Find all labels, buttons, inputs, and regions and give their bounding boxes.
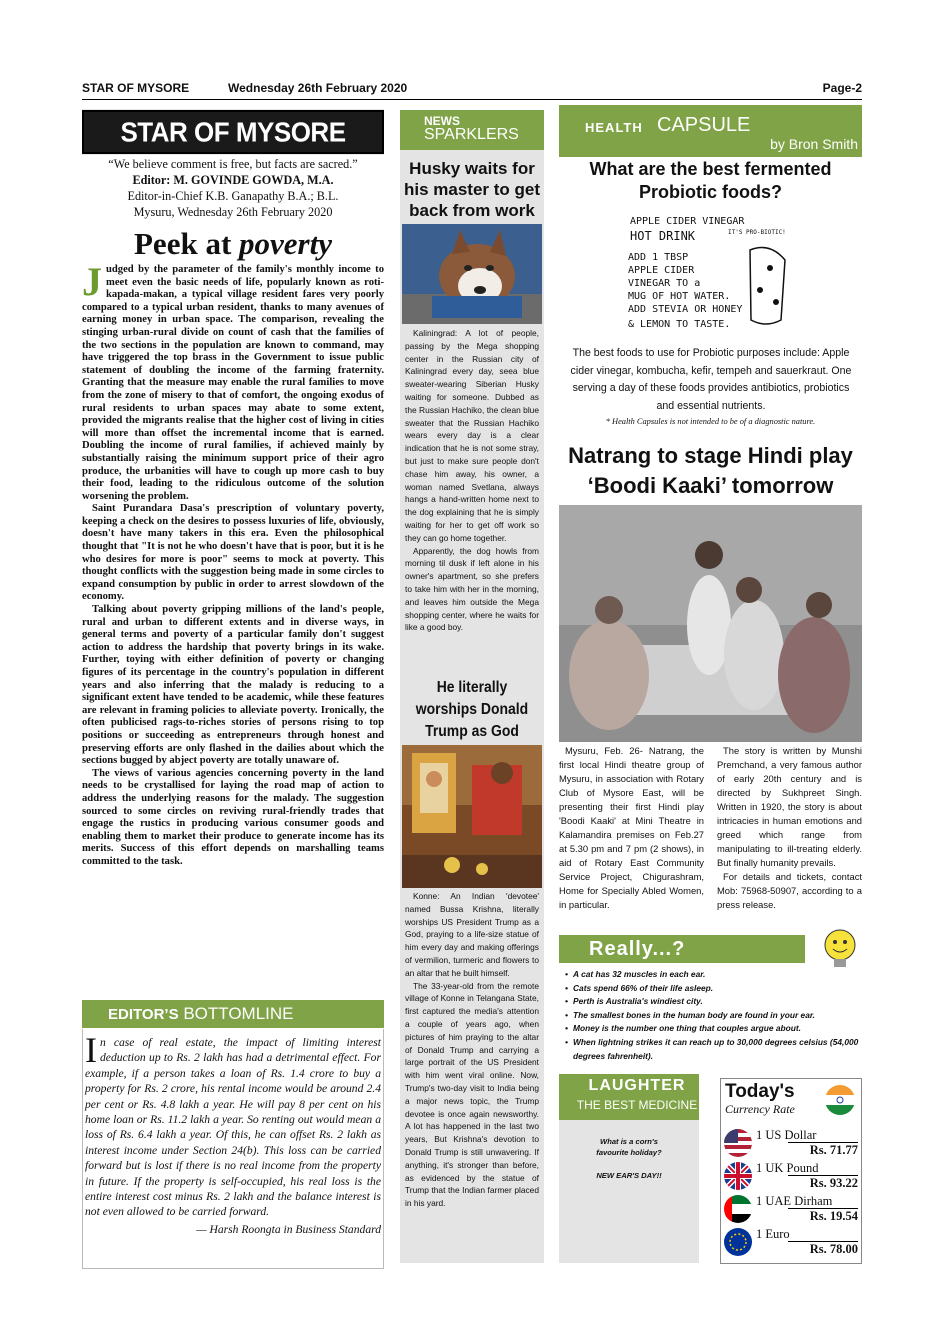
bottomline-dropcap: I [85,1030,97,1070]
editorial-p1: udged by the parameter of the family's monthly income to meet even the basic needs of life, popularly known as roti-kapada-makan, a typical village resident fares very poorly compared to a typical urban resident, thanks to many avenues of earning money in urban space. The comparison, revealing the stinging urban-rural divide on count of cash that the families of the two sections in the population are known to command, may have triggered the top brass in the Government to issue public statement of doubling the income of the farming fraternity. Granting that the measure may enable the rural families to move from the zone of misery to that of comfort, the ongoing exodus of rural residents to urban spaces may abate to some extent, provided the migrants realise that the higher cost of living in cities will more than offset the incremental income that is earned. Doubling the income of rural families, if achieved mainly by substantially raising the minimum support price of their agro produce, the urbanities will have to cough up more cash to buy their food, leading to the ridiculous outcome of the solution worsening the problem. [82,264,384,502]
natrang-col-2a: The story is written by Munshi Premchand, a very famous author of early 20th century and is directed by Sukhpreet Singh. Written in 1920, the story is about intricacies in human emotions and greed which range from manipulating to ill-treating elderly. But finally humanity prevails. [717,745,862,868]
header-paper: STAR OF MYSORE [82,81,190,95]
bottomline-text: n case of real estate, the impact of limiting interest deduction up to Rs. 2 lakh has had a detrimental effect. For example, if a person takes a loan of Rs. 1.4 crore to buy a property for Rs. 2 crore, his rental income would be around 2.4 per cent or Rs. 4.8 lakh a year. He will pay 8 per cent on his home loan or Rs. 11.2 lakh a year. So renting out would mean a loss of Rs. 6.4 lakh a year. Of this, he can offset Rs. 2 lakh as interest income under Section 24(b). This loss can be carried forward but is lost if there is no real income from the property in future. If the property is self-occupied, his real loss is the entire interest cost minus Rs. 2 lakh and the balance interest is not even allowed to be carried forward. [85,1036,381,1219]
health-label-b: CAPSULE [657,114,751,136]
laughter-box [559,1120,699,1263]
currency-row-gbp [724,1160,860,1193]
editorial-title [82,226,384,262]
fact-item: • Money is the number one thing that couples argue about. [565,1022,862,1036]
health-bar [559,105,862,157]
currency-name: 1 UK Pound [756,1161,819,1175]
bottomline-label-a: EDITOR’S [108,1006,179,1023]
laughter-label-a: LAUGHTER [588,1077,686,1094]
sparklers-bar [400,110,544,150]
really-bar: Really...? [559,935,805,963]
natrang-col-1: Mysuru, Feb. 26- Natrang, the first local Hindi theatre group of Mysuru, in association with Rotary Club of Mysore East, will be presenting their first Hindi play 'Boodi Kaaki' at Mini Theatre in Kalamandira premises on Feb.27 at 5.30 pm and 7 pm (2 shows), in aid of Rotary East Community Service Project, Chigurashram, Home for Specially Abled Women, in particular. [559,745,704,910]
title-part-a: Peek at [134,226,240,261]
lightbulb-smiley-icon [818,927,864,971]
sketch-bubble: IT'S PRO-BIOTIC! [728,229,786,236]
currency-row-usd [724,1127,860,1160]
bottomline-bar [82,1000,384,1028]
joke-question: What is a corn's favourite holiday? [596,1137,662,1157]
husky-photo [402,224,542,324]
fact-item: • Perth is Australia's windiest city. [565,995,862,1009]
us-flag-icon [724,1129,752,1157]
masthead-title: STAR OF MYSORE [82,110,384,154]
motto: “We believe comment is free, but facts are sacred.” [108,157,358,171]
currency-name: 1 US Dollar [756,1128,817,1142]
trump-p1: Konne: An Indian 'devotee' named Bussa Krishna, literally worships US President Trump as a God, praying to a life-size statue of him every day and making offerings of vermilion, turmeric and flowers to an altar that he built himself. [405,891,539,978]
really-facts [565,968,862,1063]
editorial-p2: Saint Purandara Dasa's prescription of voluntary poverty, keeping a check on the desires to possess luxuries of life, obviously, doesn't have many takers in this era. Even the philosophical thought that "It is not he who doesn't have that is poor, but it is he who desires for more is poor" seems to mock at poverty. This thought conflicts with the suggestion being made in some circles to expand consumption by public in order to arrest slowdown of the economy. [82,503,384,603]
india-flag-icon [825,1085,855,1115]
bottomline-box [82,1029,384,1269]
sketch-line-8: & LEMON TO TASTE. [628,319,731,330]
health-label-a: HEALTH [585,120,643,135]
sketch-line-4: APPLE CIDER [628,265,695,276]
title-part-b: poverty [239,226,332,261]
sketch-line-2: HOT DRINK [630,229,696,243]
fact-item: • The smallest bones in the human body are found in your ear. [565,1009,862,1023]
chief-line: Editor-in-Chief K.B. Ganapathy B.A.; B.L. [127,189,339,203]
currency-name: 1 Euro [756,1227,790,1241]
natrang-col-2b: For details and tickets, contact Mob: 75968-50907, according to a press release. [717,871,862,910]
husky-story [400,327,544,634]
uae-flag-icon [724,1195,752,1223]
sketch-line-7: ADD STEVIA OR HONEY [628,304,743,315]
currency-value: Rs. 78.00 [788,1241,858,1257]
husky-p2: Apparently, the dog howls from morning til dusk if left alone in his owner's apartment, so she prefers to take him with her in the morning, and leaves him outside the Mega shopping center, where he waits for like a good boy. [405,545,539,633]
health-question: What are the best fermented Probiotic foods? [589,159,832,202]
currency-row-aed [724,1193,860,1226]
currency-title: Today's [725,1081,795,1102]
currency-name: 1 UAE Dirham [756,1194,833,1208]
sketch-line-1: APPLE CIDER VINEGAR [630,216,745,227]
masthead-info [82,156,384,220]
husky-p1: Kaliningrad: A lot of people, passing by the Mega shopping center in the Russian city of Kaliningrad every day, seea blue sweater-wearing Siberian Husky waiting for someone. Dubbed as the Russian Hachiko, the clean blue sweater that the Russian Hachiko wears every day is a clear indication that he is not some stray, but just to make sure people don't chase him away, his owner, a woman named Svetlana, always hangs a hand-written home next to the dog explaining that he is simply waiting for her to get off work so they can go home together. [405,328,539,543]
husky-headline: Husky waits for his master to get back from work [403,159,541,220]
sparklers-label-b: SPARKLERS [424,126,519,143]
laughter-label-b: THE BEST MEDICINE [576,1098,698,1112]
currency-box [720,1078,862,1264]
natrang-headline: Natrang to stage Hindi play ‘Boodi Kaaki’ tomorrow [568,443,853,498]
currency-value: Rs. 71.77 [788,1142,858,1158]
page-header [82,78,862,100]
uk-flag-icon [724,1162,752,1190]
editor-line: Editor: M. GOVINDE GOWDA, M.A. [132,173,334,187]
eu-flag-icon [724,1228,752,1256]
currency-row-eur [724,1226,860,1259]
laughter-bar [559,1074,699,1120]
trump-story [400,890,544,1210]
health-byline: by Bron Smith [770,136,858,152]
dateline: Mysuru, Wednesday 26th February 2020 [133,205,333,219]
dropcap: J [82,259,102,304]
editorial-p3: Talking about poverty gripping millions of the land's people, rural and urban to different extents and in diverse ways, in general terms and poverty of a particular family don't suggest action to address the hardship that poverty brings in its wake. Further, toying with either definition of poverty or changing figures of its percentage in the country's population in different years and also inferring that the malady is reducing to a significant extent have tended to be academic, while these features are relevant in framing policies to alleviate poverty. Ironically, the often publicised rags-to-riches stories of persons rising to top positions or succeeding as entrepreneurs through honest and preserving efforts are only flashed in the dailies about which the sections bugged by abject poverty are totally unaware of. [82,604,384,767]
header-date: Wednesday 26th February 2020 [228,81,408,95]
editorial-p4: The views of various agencies concerning poverty in the land needs to be crystallised for laying the road map of action to address the underlying reasons for the malady. The suggestion sourced to some circles on reviving rural-friendly trades that engage the rustics in producing various consumer goods and enabling them to market their produce to generate income has its merits. Success of this effort depends on marshalling teams committed to the task. [82,767,384,867]
editorial-body [82,259,384,869]
vinegar-sketch [620,210,800,338]
trump-headline: He literally worships Donald Trump as God [415,679,529,740]
header-page: Page-2 [822,81,862,95]
sketch-line-6: MUG OF HOT WATER. [628,291,731,302]
health-note: * Health Capsules is not intended to be of a diagnostic nature. [605,417,816,426]
trump-p2: The 33-year-old from the remote village of Konne in Telangana State, first captured the media's attention a couple of years ago, when pictures of him praying to the altar of Donald Trump and carrying a large portrait of the US President with him went viral online. Now, Trump's two-day visit to India being a major news topic, the Trump devotee is once again newsworthy. A lot has happened in the last two years, But Krishna's devotion to Donald Trump is still unwavering. If anything, it's stronger than before, as evidenced by the statue of Trump that the Indian farmer placed in his yard. [405,980,539,1209]
natrang-photo [559,505,862,742]
bottomline-source: — Harsh Roongta in Business Standard [196,1222,381,1236]
bottomline-label-b: BOTTOMLINE [183,1004,294,1023]
fact-item: • A cat has 32 muscles in each ear. [565,968,862,982]
joke-answer: NEW EAR'S DAY!! [596,1171,662,1180]
sketch-line-5: VINEGAR TO a [628,278,701,289]
trump-photo [402,745,542,888]
currency-value: Rs. 19.54 [788,1208,858,1224]
fact-item: • Cats spend 66% of their life asleep. [565,982,862,996]
currency-value: Rs. 93.22 [788,1175,858,1191]
sketch-line-3: ADD 1 TBSP [628,252,689,263]
fact-item: • When lightning strikes it can reach up to 30,000 degrees celsius (54,000 degrees fahrenheit). [565,1036,862,1063]
health-text: The best foods to use for Probiotic purposes include: Apple cider vinegar, kombucha, kefir, tempeh and sauerkraut. One serving a day of these foods provides antibiotics, probiotics and essential nutrients. [570,347,852,412]
sparklers-label-a: NEWS [424,114,460,128]
currency-subtitle: Currency Rate [725,1102,795,1116]
